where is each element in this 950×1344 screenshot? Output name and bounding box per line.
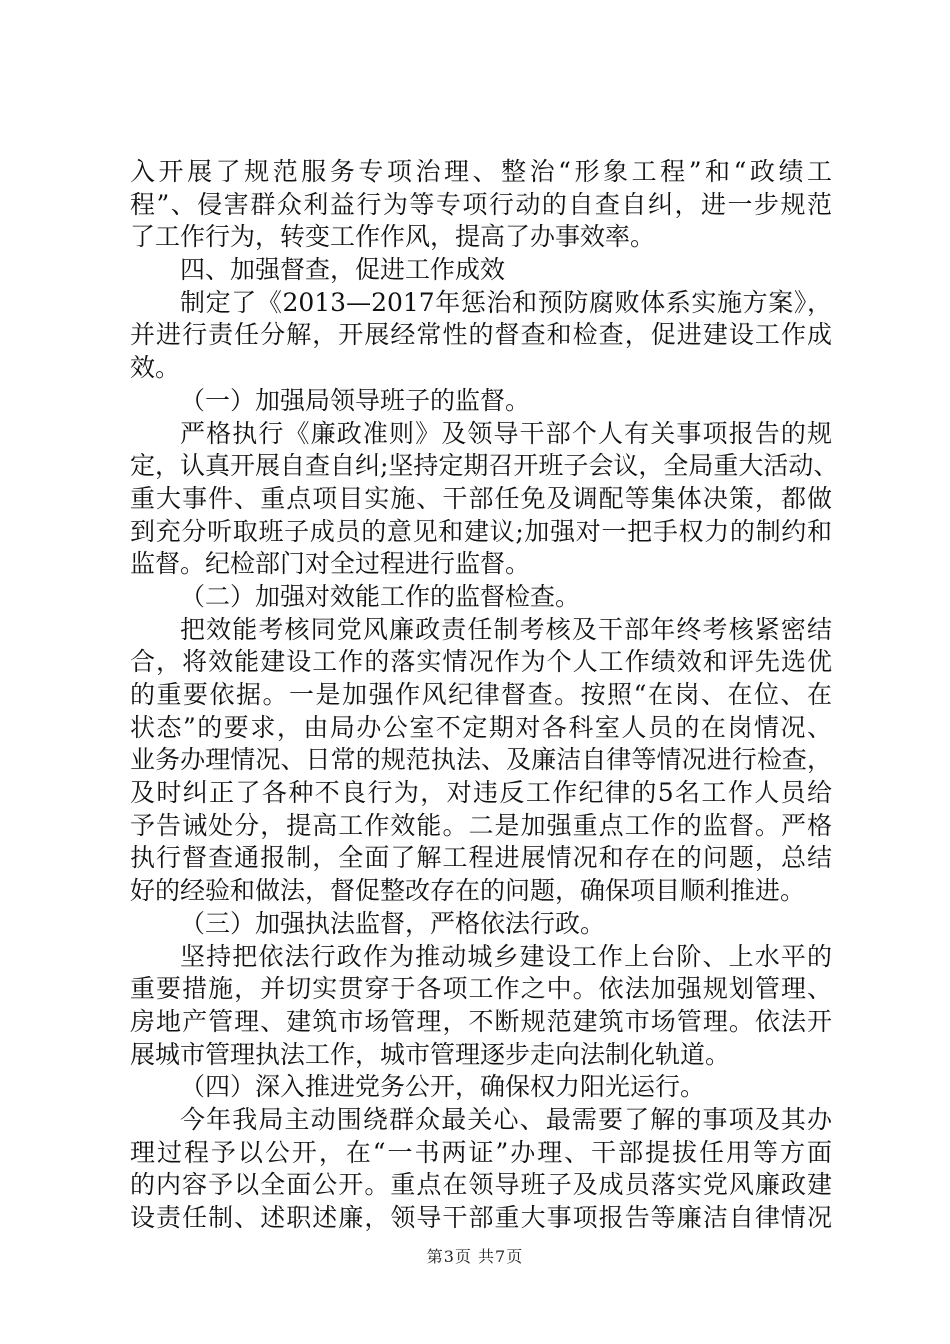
- text-line: 严格执行《廉政准则》及领导干部个人有关事项报告的规: [180, 418, 832, 448]
- text-line: 房地产管理、建筑市场管理，不断规范建筑市场管理。依法开: [130, 1006, 832, 1036]
- text-line: 状态”的要求，由局办公室不定期对各科室人员的在岗情况、: [130, 712, 832, 742]
- text-line: 坚持把依法行政作为推动城乡建设工作上台阶、上水平的: [180, 941, 832, 971]
- text-line: 到充分听取班子成员的意见和建议;加强对一把手权力的制约和: [130, 516, 832, 546]
- text-line: 设责任制、述职述廉，领导干部重大事项报告等廉洁自律情况: [130, 1203, 832, 1232]
- text-line: 并进行责任分解，开展经常性的督查和检查，促进建设工作成: [130, 320, 832, 350]
- text-line: 重要措施，并切实贯穿于各项工作之中。依法加强规划管理、: [130, 974, 832, 1004]
- text-line: （一）加强局领导班子的监督。: [180, 385, 531, 415]
- text-line: 程”、侵害群众利益行为等专项行动的自查自纠，进一步规范: [130, 189, 832, 219]
- text-line: 的重要依据。一是加强作风纪律督查。按照“在岗、在位、在: [130, 680, 832, 709]
- text-line: 理过程予以公开，在“一书两证”办理、干部提拔任用等方面: [130, 1137, 832, 1167]
- text-line: 定，认真开展自查自纠;坚持定期召开班子会议，全局重大活动、: [130, 451, 839, 481]
- text-line: 的内容予以全面公开。重点在领导班子及成员落实党风廉政建: [130, 1170, 832, 1200]
- text-line: 入开展了规范服务专项治理、整治“形象工程”和“政绩工: [130, 157, 832, 186]
- text-line: 业务办理情况、日常的规范执法、及廉洁自律等情况进行检查，: [130, 745, 832, 775]
- text-line: 执行督查通报制，全面了解工程进展情况和存在的问题，总结: [130, 843, 832, 873]
- text-line: 重大事件、重点项目实施、干部任免及调配等集体决策，都做: [130, 483, 832, 513]
- document-body: [130, 156, 839, 1235]
- text-line: 制定了《2013—2017年惩治和预防腐败体系实施方案》，: [180, 287, 832, 317]
- text-line: 把效能考核同党风廉政责任制考核及干部年终考核紧密结: [180, 614, 832, 644]
- page-footer: 第3页 共7页: [426, 1247, 524, 1266]
- text-line: （二）加强对效能工作的监督检查。: [180, 581, 581, 611]
- text-line: 四、加强督查，促进工作成效: [180, 255, 506, 285]
- text-line: 了工作行为，转变工作作风，提高了办事效率。: [130, 222, 656, 252]
- text-line: 及时纠正了各种不良行为，对违反工作纪律的5名工作人员给: [130, 778, 832, 808]
- text-line: 今年我局主动围绕群众最关心、最需要了解的事项及其办: [180, 1104, 832, 1134]
- text-line: 予告诫处分，提高工作效能。二是加强重点工作的监督。严格: [130, 810, 832, 840]
- text-line: 合，将效能建设工作的落实情况作为个人工作绩效和评先选优: [130, 647, 832, 677]
- text-line: 好的经验和做法，督促整改存在的问题，确保项目顺利推进。: [130, 876, 806, 906]
- text-line: 展城市管理执法工作，城市管理逐步走向法制化轨道。: [130, 1039, 731, 1069]
- text-line: （三）加强执法监督，严格依法行政。: [180, 908, 606, 938]
- text-line: 监督。纪检部门对全过程进行监督。: [130, 549, 531, 579]
- text-line: （四）深入推进党务公开，确保权力阳光运行。: [180, 1072, 706, 1102]
- text-line: 效。: [130, 353, 181, 383]
